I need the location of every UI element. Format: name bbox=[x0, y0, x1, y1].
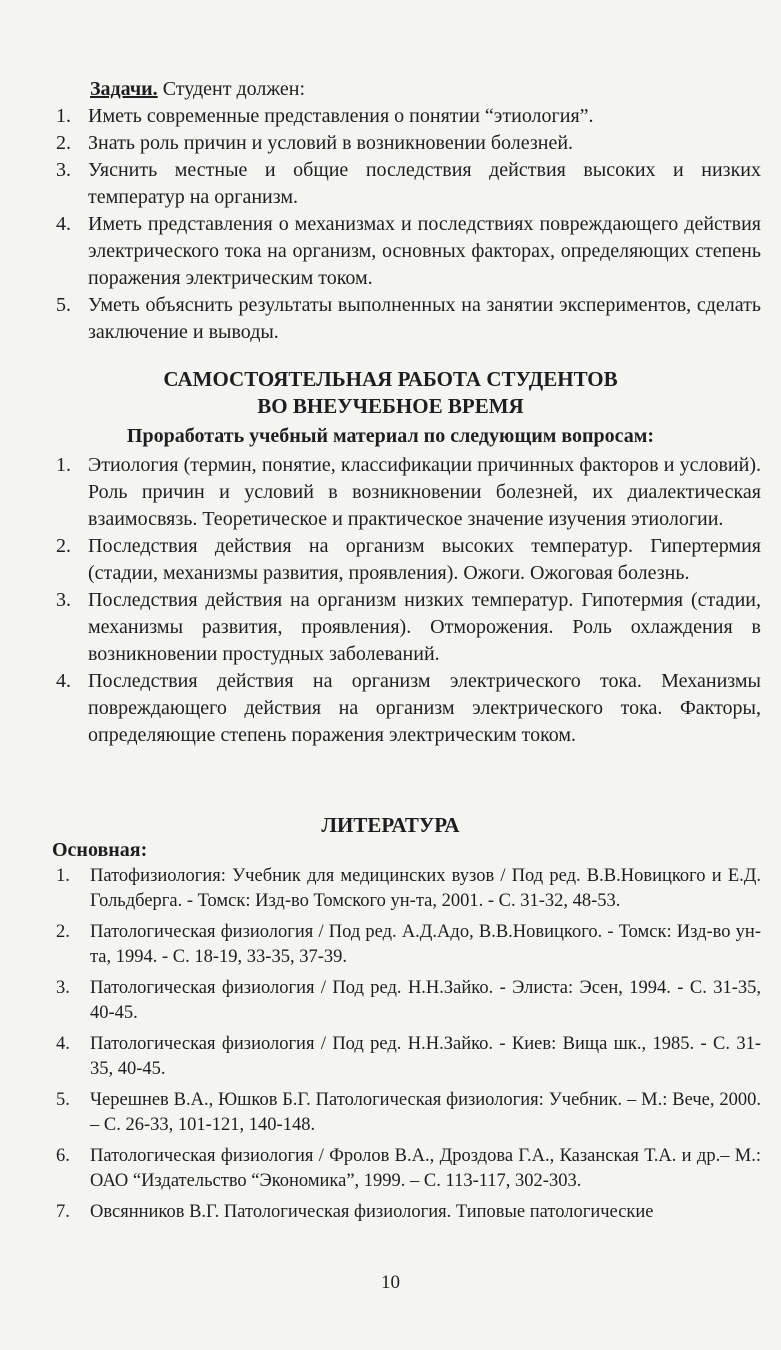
self-work-title-line1: САМОСТОЯТЕЛЬНАЯ РАБОТА СТУДЕНТОВ bbox=[163, 367, 618, 391]
self-work-subtitle: Проработать учебный материал по следующим вопросам: bbox=[126, 425, 655, 447]
list-item: 4. Иметь представления о механизмах и последствиях повреждающего действия электрического тока на организм, основных факторах, определяющих степень поражения электрическим током. bbox=[56, 213, 761, 289]
list-item: 2. Патологическая физиология / Под ред. А.Д.Адо, В.В.Новицкого. - Томск: Изд-во ун-та, 1994. - С. 18-19, 33-35, 37-39. bbox=[56, 922, 761, 967]
tasks-list bbox=[48, 103, 761, 346]
list-item: 2. Знать роль причин и условий в возникновении болезней. bbox=[56, 132, 574, 154]
self-work-title-line2: ВО ВНЕУЧЕБНОЕ ВРЕМЯ bbox=[257, 394, 524, 418]
tasks-intro: Студент должен: bbox=[162, 78, 306, 100]
list-item: 5. Черешнев В.А., Юшков Б.Г. Патологическая физиология: Учебник. – М.: Вече, 2000. – С. 26-33, 101-121, 140-148. bbox=[56, 1090, 761, 1135]
page-number: 10 bbox=[381, 1272, 400, 1293]
list-item: 1. Патофизиология: Учебник для медицинских вузов / Под ред. В.В.Новицкого и Е.Д. Гольдберга. - Томск: Изд-во Томского ун-та, 2001. - С. 31-32, 48-53. bbox=[56, 866, 761, 911]
tasks-heading-label: Задачи. bbox=[90, 78, 158, 100]
list-item: 3. Патологическая физиология / Под ред. Н.Н.Зайко. - Элиста: Эсен, 1994. - С. 31-35, 40-45. bbox=[56, 978, 761, 1023]
list-item: 3. Последствия действия на организм низких температур. Гипотермия (стадии, механизмы развития, проявления). Отморожения. Роль охлаждения в возникновении простудных заболеваний. bbox=[56, 589, 761, 665]
literature-list bbox=[48, 864, 761, 1231]
list-item: 4. Последствия действия на организм электрического тока. Механизмы повреждающего действия на организм электрического тока. Факторы, определяющие степень поражения электрическим током. bbox=[56, 670, 761, 746]
literature-title: ЛИТЕРАТУРА bbox=[321, 813, 460, 837]
list-item: 5. Уметь объяснить результаты выполненных на занятии экспериментов, сделать заключение и выводы. bbox=[56, 294, 761, 343]
literature-section: Основная: bbox=[52, 839, 148, 861]
list-item: 6. Патологическая физиология / Фролов В.А., Дроздова Г.А., Казанская Т.А. и др.– М.: ОАО “Издательство “Экономика”, 1999. – С. 113-117, 302-303. bbox=[56, 1146, 761, 1191]
list-item: 1. Этиология (термин, понятие, классификации причинных факторов и условий). Роль причин и условий в возникновении болезней, их диалектическая взаимосвязь. Теоретическое и практическое значение изучения этиологии. bbox=[56, 454, 761, 530]
list-item: 7. Овсянников В.Г. Патологическая физиология. Типовые патологические bbox=[56, 1202, 654, 1222]
list-item: 3. Уяснить местные и общие последствия действия высоких и низких температур на организм. bbox=[56, 159, 761, 208]
list-item: 4. Патологическая физиология / Под ред. Н.Н.Зайко. - Киев: Вища шк., 1985. - С. 31-35, 40-45. bbox=[56, 1034, 761, 1079]
list-item: 1. Иметь современные представления о понятии “этиология”. bbox=[56, 105, 594, 127]
self-work-list bbox=[48, 452, 761, 749]
tasks-heading bbox=[90, 76, 305, 103]
list-item: 2. Последствия действия на организм высоких температур. Гипертермия (стадии, механизмы развития, проявления). Ожоги. Ожоговая болезнь. bbox=[56, 535, 761, 584]
